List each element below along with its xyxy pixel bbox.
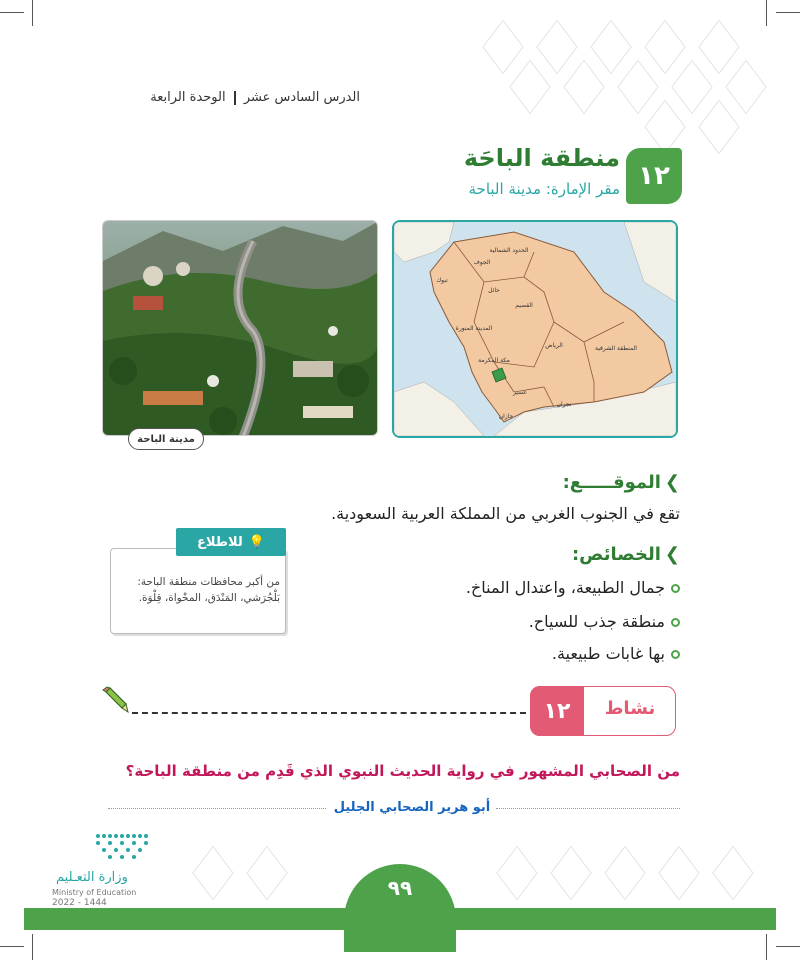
pencil-icon <box>100 684 130 714</box>
lesson-number-badge: ١٢ <box>626 148 682 204</box>
map-label: المدينة المنورة <box>455 325 493 332</box>
feature-item <box>380 644 680 663</box>
map-label: نجران <box>556 401 572 408</box>
map-label: جازان <box>498 413 514 420</box>
map-label: مكة المكرمة <box>478 357 510 364</box>
map-label: المنطقة الشرقية <box>595 345 637 352</box>
feature-item-text: جمال الطبيعة، واعتدال المناخ. <box>465 578 665 597</box>
breadcrumb <box>100 90 360 105</box>
info-text <box>116 574 280 607</box>
ministry-year: 2022 - 1444 <box>52 898 107 908</box>
location-text: تقع في الجنوب الغربي من المملكة العربية السعودية. <box>331 504 680 523</box>
features-heading <box>380 544 680 565</box>
dotted-line <box>496 808 680 809</box>
location-heading <box>380 472 680 493</box>
dotted-line <box>108 808 326 809</box>
lesson-title: منطقة الباحَة <box>463 144 620 172</box>
ministry-name-ar: وزارة التعـليم <box>56 870 128 885</box>
info-text-line: بَلْجُرَشي، المَنْدَق، المخْواة، قِلْوَة. <box>138 592 280 605</box>
saudi-map-image <box>394 222 676 436</box>
question-text: من الصحابي المشهور في رواية الحديث النبوي الذي قَدِم من منطقة الباحة؟ <box>125 762 680 780</box>
features-heading-text: الخصائص: <box>571 544 661 565</box>
bullet-icon <box>671 650 680 659</box>
info-text-line: من أكبر محافظات منطقة الباحة: <box>137 576 280 588</box>
bullet-icon <box>671 618 680 627</box>
crop-mark <box>766 934 767 960</box>
breadcrumb-lesson: الدرس السادس عشر <box>243 90 360 105</box>
page-number: ٩٩ <box>387 876 413 900</box>
breadcrumb-separator <box>234 91 236 105</box>
map-label: الجوف <box>473 259 491 266</box>
feature-item-text: بها غابات طبيعية. <box>551 644 665 663</box>
crop-mark <box>0 946 24 947</box>
city-photo-image <box>103 221 378 436</box>
map-label: الرياض <box>545 342 563 349</box>
location-heading-text: الموقـــــع: <box>562 472 661 493</box>
info-tag <box>176 528 286 556</box>
crop-mark <box>0 12 24 13</box>
crop-mark <box>32 0 33 26</box>
map-label: تبوك <box>436 277 448 284</box>
answer-text: أبو هرير الصحابي الجليل <box>333 800 491 815</box>
crop-mark <box>766 0 767 26</box>
feature-item-text: منطقة جذب للسياح. <box>528 612 665 631</box>
feature-item <box>380 612 680 631</box>
chevron-left-icon: ❯ <box>664 472 680 493</box>
lightbulb-icon: 💡 <box>248 534 265 550</box>
crop-mark <box>776 946 800 947</box>
map-label: الحدود الشمالية <box>489 247 529 254</box>
ministry-name-en: Ministry of Education <box>52 888 137 897</box>
bullet-icon <box>671 584 680 593</box>
regions-map <box>392 220 678 438</box>
map-label: القصيم <box>515 302 533 309</box>
crop-mark <box>776 12 800 13</box>
map-label: عسير <box>512 389 528 396</box>
city-photo <box>102 220 378 436</box>
map-label: حائل <box>488 287 500 294</box>
chevron-left-icon: ❯ <box>664 544 680 565</box>
feature-item <box>380 578 680 597</box>
activity-label: نشاط <box>604 698 656 719</box>
ministry-logo-icon <box>94 830 154 860</box>
answer-line <box>132 712 526 714</box>
lesson-subtitle: مقر الإمارة: مدينة الباحة <box>468 180 620 198</box>
breadcrumb-unit: الوحدة الرابعة <box>150 90 226 105</box>
info-tag-label: للاطلاع <box>197 534 243 550</box>
photo-caption: مدينة الباحة <box>128 428 204 450</box>
activity-number: ١٢ <box>530 686 584 736</box>
crop-mark <box>32 934 33 960</box>
